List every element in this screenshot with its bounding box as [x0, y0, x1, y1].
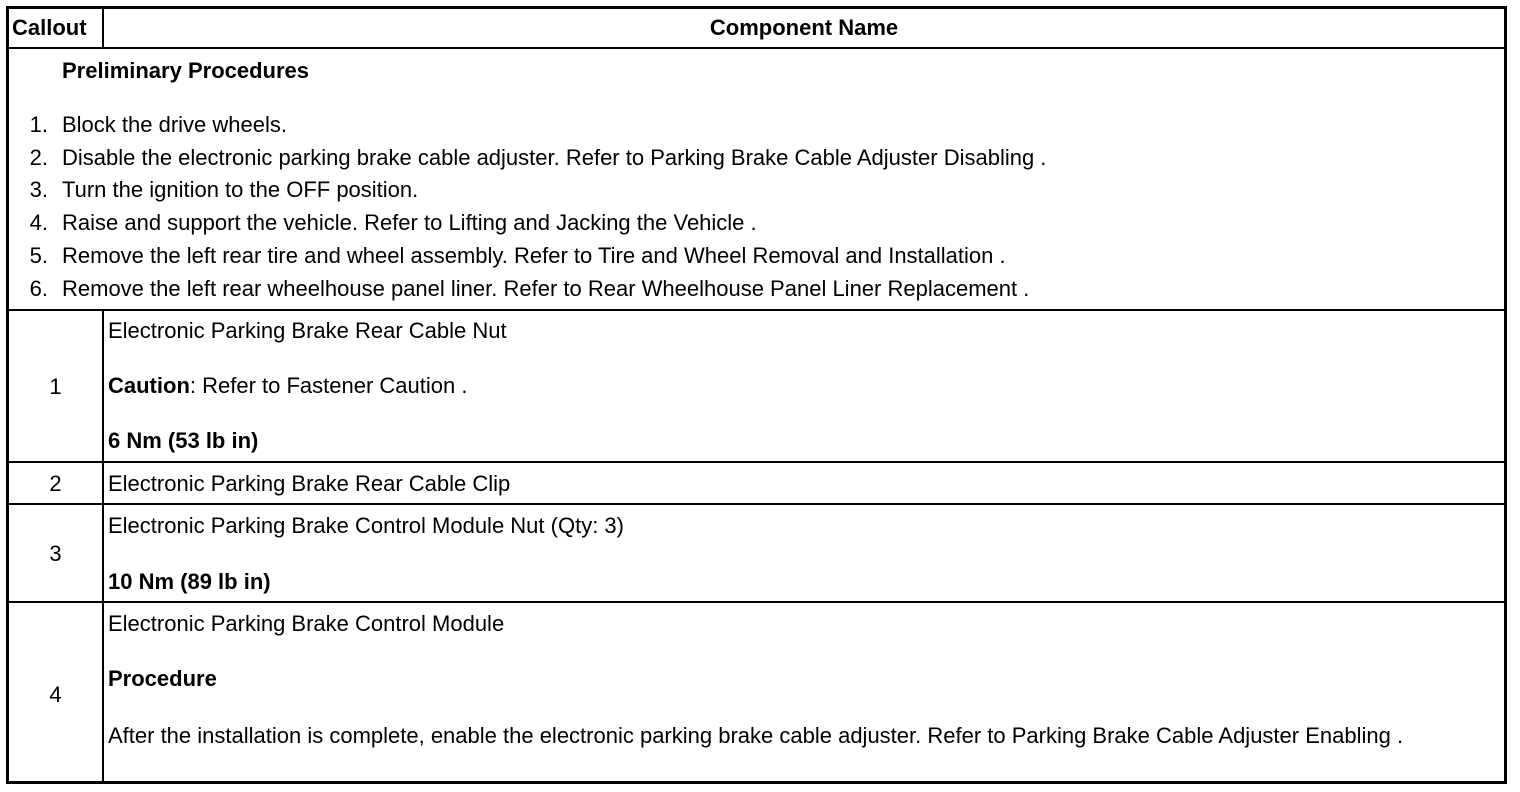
step-number: 6.: [29, 276, 48, 301]
row-divider: [9, 503, 1504, 505]
callout-number: 3: [49, 541, 62, 566]
list-item: [9, 112, 1409, 138]
callout-number: 4: [49, 682, 62, 707]
step-text: Block the drive wheels.: [62, 112, 287, 137]
step-number: 2.: [29, 145, 48, 170]
step-number: 4.: [29, 210, 48, 235]
column-divider: [102, 309, 104, 781]
caution-label: Caution: [108, 373, 190, 398]
procedure-label: Procedure: [108, 666, 217, 691]
header-callout: Callout: [12, 15, 87, 40]
step-text: Remove the left rear wheelhouse panel liner. Refer to Rear Wheelhouse Panel Liner Replacement .: [62, 276, 1030, 301]
step-text: Turn the ignition to the OFF position.: [62, 177, 419, 202]
step-number: 3.: [29, 177, 48, 202]
preliminary-title: Preliminary Procedures: [62, 58, 310, 83]
row-divider: [9, 309, 1504, 311]
callout-number: 2: [49, 471, 62, 496]
step-text: Remove the left rear tire and wheel assembly. Refer to Tire and Wheel Removal and Installation .: [62, 243, 1006, 268]
list-item: [9, 210, 1409, 236]
callout-number: 1: [49, 374, 62, 399]
step-text: Raise and support the vehicle. Refer to Lifting and Jacking the Vehicle .: [62, 210, 757, 235]
step-number: 5.: [29, 243, 48, 268]
list-item: [9, 243, 1409, 269]
procedure-text: After the installation is complete, enable the electronic parking brake cable adjuster. Refer to Parking Brake Cable Adjuster Enabling .: [108, 723, 1404, 748]
component-name: Electronic Parking Brake Rear Cable Nut: [108, 318, 507, 343]
caution-note: [108, 373, 467, 399]
row-divider: [9, 601, 1504, 603]
torque-spec: 10 Nm (89 lb in): [108, 569, 271, 594]
caution-text: : Refer to Fastener Caution .: [189, 373, 468, 398]
row-divider: [9, 47, 1504, 49]
list-item: [9, 177, 1409, 203]
step-text: Disable the electronic parking brake cable adjuster. Refer to Parking Brake Cable Adjuster Disabling .: [62, 145, 1047, 170]
step-number: 1.: [29, 112, 48, 137]
list-item: [9, 145, 1409, 171]
component-name: Electronic Parking Brake Control Module: [108, 611, 505, 636]
header-component-name: Component Name: [709, 15, 899, 40]
row-divider: [9, 461, 1504, 463]
component-name: Electronic Parking Brake Rear Cable Clip: [108, 471, 511, 496]
component-name: Electronic Parking Brake Control Module Nut (Qty: 3): [108, 513, 624, 538]
list-item: [9, 276, 1409, 302]
torque-spec: 6 Nm (53 lb in): [108, 428, 259, 453]
component-table: [6, 6, 1507, 784]
